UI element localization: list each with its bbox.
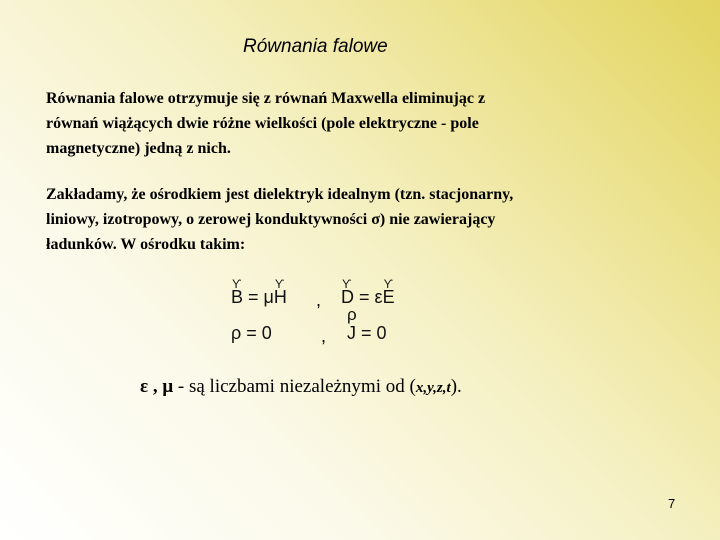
intro-line-1: Równania falowe otrzymuje się z równań Maxwella eliminując z xyxy=(46,90,486,107)
vector-arrow-d: ϒ xyxy=(342,277,352,291)
assumption-paragraph xyxy=(46,182,686,257)
slide-title: Równania falowe xyxy=(243,36,388,57)
assumption-line-2 xyxy=(46,207,686,232)
equation-separator-1: , xyxy=(316,290,322,310)
equation-separator-2: , xyxy=(321,326,327,346)
eq1-operator: = μ xyxy=(248,287,274,307)
vector-e: ϒ E xyxy=(382,277,395,307)
assumption-line-2-end: ) nie zawierający xyxy=(379,211,496,228)
vector-j: J xyxy=(347,323,356,343)
eq2-operator: = ε xyxy=(359,287,383,307)
equation-rho-zero: ρ = 0 xyxy=(231,323,272,343)
statement-end: ). xyxy=(450,376,462,397)
rho-mark: ρ xyxy=(347,305,357,324)
vector-arrow-h: ϒ xyxy=(274,277,285,291)
vector-arrow-e: ϒ xyxy=(383,277,393,291)
sigma-symbol: σ xyxy=(371,211,380,228)
eq4-rest: = 0 xyxy=(356,323,387,343)
intro-line-2: równań wiążących dwie różne wielkości (pole elektryczne - pole xyxy=(46,115,479,132)
statement-variables: x,y,z,t xyxy=(415,380,451,396)
eps-mu-symbols: ε , μ xyxy=(140,376,174,397)
intro-line-3: magnetyczne) jedną z nich. xyxy=(46,140,231,157)
vector-b: ϒ B xyxy=(231,277,244,307)
page-number: 7 xyxy=(668,496,676,511)
equation-b-mu-h xyxy=(231,277,287,307)
assumption-line-2-text: liniowy, izotropowy, o zerowej konduktywności xyxy=(46,211,372,228)
vector-d: ϒ D xyxy=(341,277,354,307)
assumption-line-1: Zakładamy, że ośrodkiem jest dielektryk idealnym (tzn. stacjonarny, xyxy=(46,186,514,203)
vector-arrow-b: ϒ xyxy=(232,277,242,291)
equation-j-zero xyxy=(347,323,387,343)
constants-statement xyxy=(140,375,462,400)
statement-text: - są liczbami niezależnymi od ( xyxy=(173,376,416,397)
intro-paragraph xyxy=(46,86,686,161)
assumption-line-3: ładunków. W ośrodku takim: xyxy=(46,236,246,253)
vector-h: ϒ H xyxy=(273,277,287,307)
equation-d-eps-e xyxy=(341,277,395,307)
